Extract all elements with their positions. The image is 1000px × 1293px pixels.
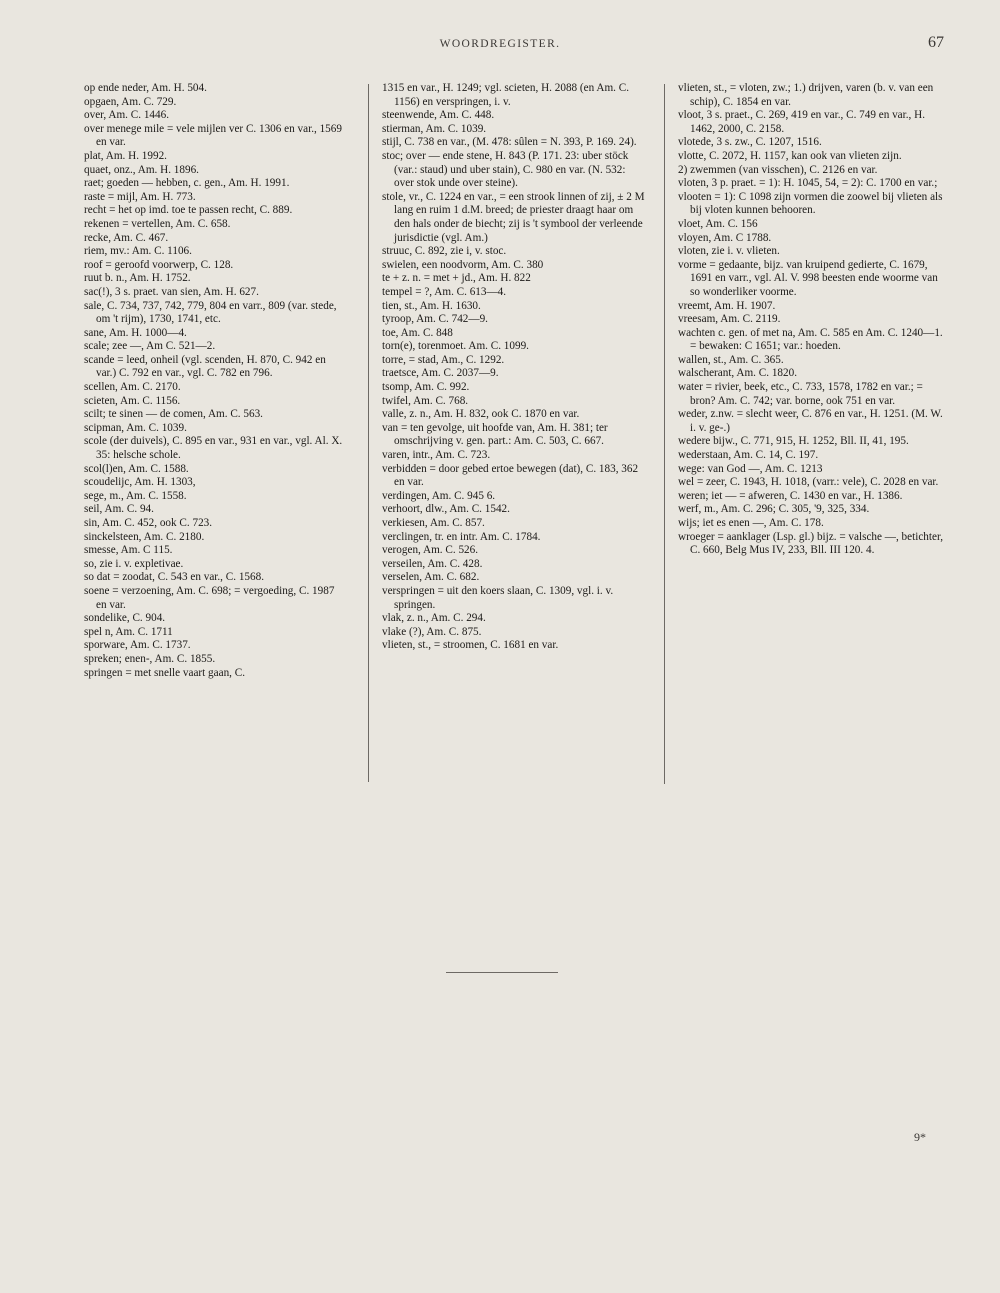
index-entry: rekenen = vertellen, Am. C. 658. <box>84 217 231 230</box>
index-entry: plat, Am. H. 1992. <box>84 149 167 162</box>
index-entry: vloten, zie i. v. vlieten. <box>678 245 780 258</box>
index-entry: stole, vr., C. 1224 en var., = een strook linnen of zij, ± 2 M lang en ruim 1 d.M. breed; de priester draagt haar om den hals onder de biecht; zij is 't symbool der verleende jurisdictie (vgl. Am.) <box>382 190 645 244</box>
index-entry: scilt; te sinen — de comen, Am. C. 563. <box>84 408 263 421</box>
index-entry: quaet, onz., Am. H. 1896. <box>84 163 199 176</box>
index-entry: wedere bijw., C. 771, 915, H. 1252, Bll. II, 41, 195. <box>678 435 909 448</box>
index-entry: scieten, Am. C. 1156. <box>84 394 181 407</box>
index-entry: vlake (?), Am. C. 875. <box>382 625 482 638</box>
running-head: WOORDREGISTER. <box>439 38 561 50</box>
index-entry: wroeger = aanklager (Lsp. gl.) bijz. = valsche —, betichter, C. 660, Belg Mus IV, 233, Bll. III 120. 4. <box>678 530 944 557</box>
index-entry: verclingen, tr. en intr. Am. C. 1784. <box>382 530 541 543</box>
index-entry: spel n, Am. C. 1711 <box>84 625 173 638</box>
index-entry: van = ten gevolge, uit hoofde van, Am. H. 381; ter omschrijving v. gen. part.: Am. C. 503, C. 667. <box>382 421 608 448</box>
index-entry: vlieten, st., = stroomen, C. 1681 en var. <box>382 639 559 652</box>
index-entry: toe, Am. C. 848 <box>382 326 453 339</box>
index-entry: vlak, z. n., Am. C. 294. <box>382 612 486 625</box>
index-entry: op ende neder, Am. H. 504. <box>84 82 207 94</box>
index-entry: verdingen, Am. C. 945 6. <box>382 489 496 502</box>
index-entry: sporware, Am. C. 1737. <box>84 639 191 652</box>
column-divider-left <box>368 84 369 782</box>
index-entry: weder, z.nw. = slecht weer, C. 876 en var., H. 1251. (M. W. i. v. ge-.) <box>678 408 943 434</box>
index-entry: vlooten = 1): C 1098 zijn vormen die zoowel bij vlieten als bij vloten kunnen behooren. <box>678 190 943 217</box>
index-entry: werf, m., Am. C. 296; C. 305, '9, 325, 334. <box>678 503 870 516</box>
index-entry: riem, mv.: Am. C. 1106. <box>84 245 192 258</box>
index-entry: roof = geroofd voorwerp, C. 128. <box>84 258 234 271</box>
index-entry: scol(l)en, Am. C. 1588. <box>84 462 189 475</box>
index-entry: sane, Am. H. 1000—4. <box>84 326 187 339</box>
column-middle <box>382 82 646 653</box>
index-entry: stierman, Am. C. 1039. <box>382 122 487 135</box>
signature-mark: 9* <box>914 1130 926 1144</box>
column-right <box>678 82 944 558</box>
index-entry: vloet, Am. C. 156 <box>678 217 758 230</box>
index-entry: sinckelsteen, Am. C. 2180. <box>84 530 205 543</box>
index-entry: wachten c. gen. of met na, Am. C. 585 en Am. C. 1240—1. = bewaken: C 1651; var.: hoeden. <box>678 326 943 353</box>
index-entry: verseilen, Am. C. 428. <box>382 557 483 570</box>
index-entry: torre, = stad, Am., C. 1292. <box>382 353 505 366</box>
index-entry: water = rivier, beek, etc., C. 733, 1578, 1782 en var.; = bron? Am. C. 742; var. borne, ook 751 en var. <box>678 381 923 407</box>
index-entry: walscherant, Am. C. 1820. <box>678 367 798 380</box>
index-entry: vlieten, st., = vloten, zw.; 1.) drijven, varen (b. v. van een schip), C. 1854 en var. <box>678 82 934 108</box>
index-entry: vloten, 3 p. praet. = 1): H. 1045, 54, = 2): C. 1700 en var.; <box>678 177 938 190</box>
index-entry: scole (der duivels), C. 895 en var., 931 en var., vgl. Al. X. 35: helsche schole. <box>84 435 343 462</box>
index-entry: sondelike, C. 904. <box>84 612 166 625</box>
index-entry: valle, z. n., Am. H. 832, ook C. 1870 en var. <box>382 408 580 421</box>
index-entry: te + z. n. = met + jd., Am. H. 822 <box>382 272 531 285</box>
index-entry: wallen, st., Am. C. 365. <box>678 353 784 366</box>
index-entry: raet; goeden — hebben, c. gen., Am. H. 1991. <box>84 177 290 190</box>
index-entry: verhoort, dlw., Am. C. 1542. <box>382 503 510 516</box>
index-entry: verspringen = uit den koers slaan, C. 1309, vgl. i. v. springen. <box>382 584 614 611</box>
index-entry: struuc, C. 892, zie i, v. stoc. <box>382 245 507 258</box>
index-entry: vloyen, Am. C 1788. <box>678 231 772 244</box>
index-entry: traetsce, Am. C. 2037—9. <box>382 367 499 380</box>
index-entry: weren; iet — = afweren, C. 1430 en var., H. 1386. <box>678 489 903 502</box>
index-entry: 2) zwemmen (van visschen), C. 2126 en var. <box>678 163 878 176</box>
index-entry: steenwende, Am. C. 448. <box>382 109 495 122</box>
index-entry: verbidden = door gebed ertoe bewegen (dat), C. 183, 362 en var. <box>382 462 639 489</box>
index-entry: torn(e), torenmoet. Am. C. 1099. <box>382 340 529 353</box>
index-entry: verogen, Am. C. 526. <box>382 544 479 557</box>
index-entry: vorme = gedaante, bijz. van kruipend gedierte, C. 1679, 1691 en varr., vgl. Al. V. 998 beesten ende woorme van so wonderliker voorme. <box>678 258 938 298</box>
index-entry: scipman, Am. C. 1039. <box>84 421 187 434</box>
index-entry: recht = het op imd. toe te passen recht, C. 889. <box>84 204 293 217</box>
index-entry: raste = mijl, Am. H. 773. <box>84 190 196 203</box>
index-entry: tsomp, Am. C. 992. <box>382 381 470 394</box>
page-number: 67 <box>928 34 944 51</box>
footer-rule <box>446 972 558 973</box>
index-entry: wijs; iet es enen —, Am. C. 178. <box>678 517 824 529</box>
index-entry: scande = leed, onheil (vgl. scenden, H. 870, C. 942 en var.) C. 792 en var., vgl. C. 782 en 796. <box>84 353 326 380</box>
index-entry: tien, st., Am. H. 1630. <box>382 299 481 312</box>
index-entry: verkiesen, Am. C. 857. <box>382 517 485 529</box>
index-entry: springen = met snelle vaart gaan, C. <box>84 666 246 679</box>
index-entry: soene = verzoening, Am. C. 698; = vergoeding, C. 1987 en var. <box>84 584 335 611</box>
index-entry: scale; zee —, Am C. 521—2. <box>84 340 216 353</box>
index-entry: twifel, Am. C. 768. <box>382 394 469 407</box>
index-entry: stijl, C. 738 en var., (M. 478: sûlen = N. 393, P. 169. 24). <box>382 136 637 149</box>
index-entry: stoc; over — ende stene, H. 843 (P. 171. 23: uber stöck (var.: staud) und uber stain), C. 980 en var. (N. 532: over stok unde over steine). <box>382 149 629 190</box>
index-entry: wederstaan, Am. C. 14, C. 197. <box>678 449 819 462</box>
index-entry: wege: van God —, Am. C. 1213 <box>678 462 823 475</box>
index-entry: opgaen, Am. C. 729. <box>84 95 177 108</box>
index-entry: seil, Am. C. 94. <box>84 503 154 516</box>
index-entry: spreken; enen-, Am. C. 1855. <box>84 652 216 665</box>
index-entry: verselen, Am. C. 682. <box>382 571 480 584</box>
index-entry: scoudelijc, Am. H. 1303, <box>84 476 196 489</box>
index-entry: tyroop, Am. C. 742—9. <box>382 313 488 326</box>
index-entry: over, Am. C. 1446. <box>84 109 170 122</box>
index-entry: vreemt, Am. H. 1907. <box>678 299 776 312</box>
index-entry: so dat = zoodat, C. 543 en var., C. 1568. <box>84 571 265 584</box>
index-entry: smesse, Am. C 115. <box>84 544 173 557</box>
index-entry: sac(!), 3 s. praet. van sien, Am. H. 627. <box>84 285 259 298</box>
index-entry: vlotede, 3 s. zw., C. 1207, 1516. <box>678 136 822 149</box>
index-entry: vreesam, Am. C. 2119. <box>678 313 781 326</box>
index-entry: ruut b. n., Am. H. 1752. <box>84 272 191 285</box>
index-entry: tempel = ?, Am. C. 613—4. <box>382 285 507 298</box>
index-entry: wel = zeer, C. 1943, H. 1018, (varr.: vele), C. 2028 en var. <box>678 476 939 489</box>
index-entry: recke, Am. C. 467. <box>84 231 169 244</box>
index-entry: over menege mile = vele mijlen ver C. 1306 en var., 1569 en var. <box>84 122 342 149</box>
column-divider-right <box>664 84 665 784</box>
column-left <box>84 82 346 680</box>
index-entry: varen, intr., Am. C. 723. <box>382 449 491 462</box>
index-entry: scellen, Am. C. 2170. <box>84 381 181 394</box>
index-entry: vloot, 3 s. praet., C. 269, 419 en var., C. 749 en var., H. 1462, 2000, C. 2158. <box>678 109 926 135</box>
index-entry: 1315 en var., H. 1249; vgl. scieten, H. 2088 (en Am. C. 1156) en verspringen, i. v. <box>382 82 630 108</box>
index-entry: sale, C. 734, 737, 742, 779, 804 en varr., 809 (var. stede, om 't rijm), 1730, 1741, etc. <box>84 299 337 326</box>
index-entry: vlotte, C. 2072, H. 1157, kan ook van vlieten zijn. <box>678 149 902 162</box>
index-entry: swielen, een noodvorm, Am. C. 380 <box>382 258 544 271</box>
index-entry: sege, m., Am. C. 1558. <box>84 489 187 502</box>
index-entry: sin, Am. C. 452, ook C. 723. <box>84 517 213 529</box>
index-entry: so, zie i. v. expletivae. <box>84 557 184 570</box>
